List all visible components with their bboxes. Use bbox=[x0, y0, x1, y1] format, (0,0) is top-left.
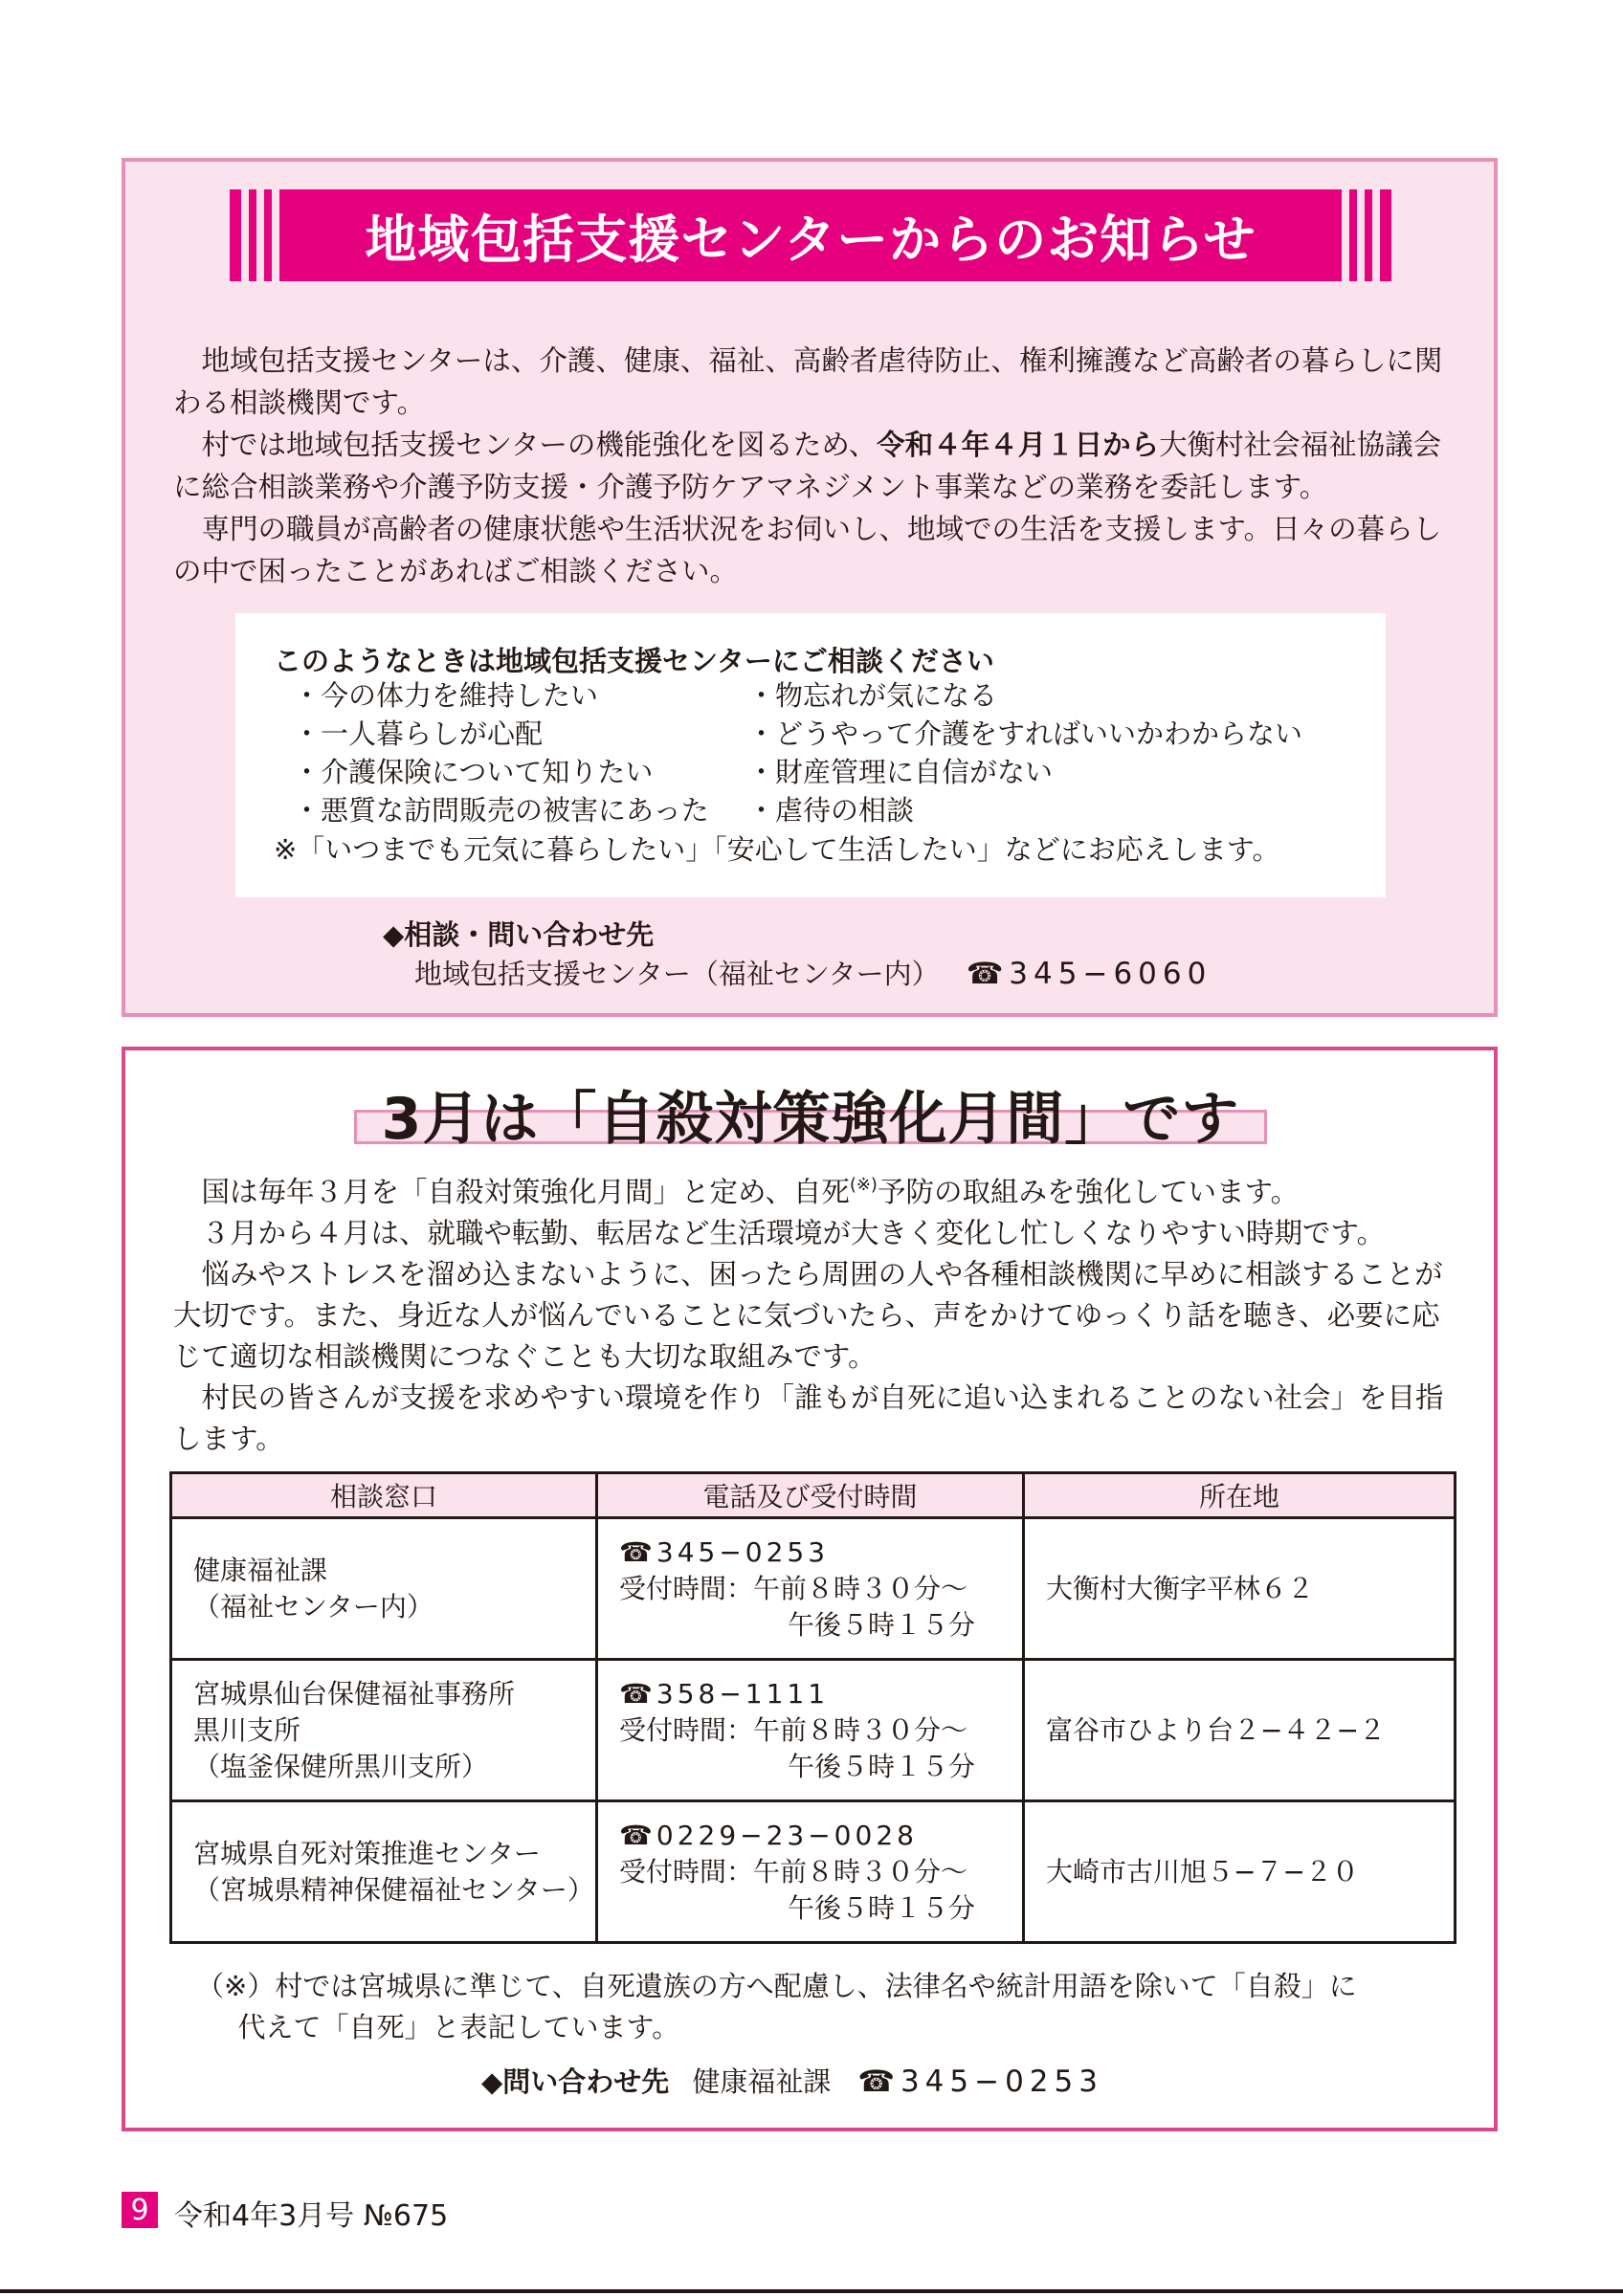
address-cell: 大衡村大衡字平林６２ bbox=[1024, 1518, 1456, 1660]
table-header: 所在地 bbox=[1024, 1473, 1456, 1518]
suicide-inquiry bbox=[481, 2061, 1103, 2100]
window-cell: 健康福祉課 （福祉センター内） bbox=[171, 1518, 597, 1660]
bottom-rule bbox=[0, 2289, 1623, 2293]
phone-number: ☎358−1111 bbox=[619, 1677, 830, 1710]
table-row bbox=[171, 1801, 1456, 1943]
title-stripe bbox=[264, 189, 272, 281]
consult-box-note: ※「いつまでも元気に暮らしたい」「安心して生活したい」などにお応えします。 bbox=[274, 833, 1280, 866]
suicide-inquiry-org: 健康福祉課 bbox=[692, 2065, 832, 2098]
suicide-paragraph: 村民の皆さんが支援を求めやすい環境を作り「誰もが自死に追い込まれることのない社会」を目指します。 bbox=[173, 1381, 1444, 1455]
address-cell: 富谷市ひより台２−４２−２ bbox=[1024, 1660, 1456, 1801]
notice-inquiry-heading: ◆相談・問い合わせ先 bbox=[383, 918, 655, 951]
suicide-paragraph: 悩みやストレスを溜め込まないように、困ったら周囲の人や各種相談機関に早めに相談することが大切です。また、身近な人が悩んでいることに気づいたら、声をかけてゆっくり話を聴き、必要に応じて適切な相談機関につなぐことも大切な取組みです。 bbox=[173, 1258, 1443, 1373]
phone-cell bbox=[597, 1801, 1024, 1943]
notice-inquiry-org: 地域包括支援センター（福祉センター内） bbox=[414, 958, 940, 990]
footnote-mark: (※) bbox=[849, 1175, 878, 1195]
consult-item: ・今の体力を維持したい bbox=[293, 679, 599, 712]
window-cell: 宮城県仙台保健福祉事務所 黒川支所 （塩釜保健所黒川支所） bbox=[171, 1660, 597, 1801]
notice-date-emphasis: 令和４年４月１日から bbox=[877, 429, 1160, 461]
suicide-inquiry-phone: ☎345−0253 bbox=[857, 2064, 1103, 2099]
suicide-paragraph: 国は毎年３月を「自殺対策強化月間」と定め、自死(※)予防の取組みを強化しています。 bbox=[201, 1175, 1300, 1208]
suicide-inquiry-label: ◆問い合わせ先 bbox=[481, 2065, 670, 2098]
footnote-line: （※）村では宮城県に準じて、自死遺族の方へ配慮し、法律名や統計用語を除いて「自殺」に bbox=[196, 1970, 1357, 2002]
consult-item: ・介護保険について知りたい bbox=[293, 756, 654, 788]
table-row bbox=[171, 1660, 1456, 1801]
hours: 受付時間：午前８時３０分〜 bbox=[619, 1572, 968, 1604]
table-row bbox=[171, 1518, 1456, 1660]
notice-intro bbox=[173, 340, 1456, 592]
hours: 午後５時１５分 bbox=[788, 1750, 976, 1782]
consult-item: ・一人暮らしが心配 bbox=[293, 718, 544, 750]
phone-cell bbox=[597, 1518, 1024, 1660]
consult-list bbox=[293, 676, 1365, 829]
title-stripe bbox=[1365, 189, 1372, 281]
notice-paragraph: 地域包括支援センターは、介護、健康、福祉、高齢者虐待防止、権利擁護など高齢者の暮らしに関わる相談機関です。 bbox=[173, 344, 1443, 419]
page-number: 9 bbox=[122, 2192, 158, 2228]
consult-item: ・どうやって介護をすればいいかわからない bbox=[747, 718, 1303, 750]
window-cell: 宮城県自死対策推進センター （宮城県精神保健福祉センター） bbox=[171, 1801, 597, 1943]
hours: 午後５時１５分 bbox=[788, 1891, 976, 1924]
title-stripe bbox=[249, 189, 256, 281]
consult-item: ・物忘れが気になる bbox=[747, 679, 998, 712]
address-cell: 大崎市古川旭５−７−２０ bbox=[1024, 1801, 1456, 1943]
hours: 受付時間：午前８時３０分〜 bbox=[619, 1713, 968, 1746]
notice-inquiry-contact bbox=[414, 953, 1212, 992]
suicide-body bbox=[173, 1164, 1456, 1460]
consult-item: ・悪質な訪問販売の被害にあった bbox=[293, 794, 709, 827]
phone-cell bbox=[597, 1660, 1024, 1801]
title-stripe bbox=[230, 189, 241, 281]
table-header: 電話及び受付時間 bbox=[597, 1473, 1024, 1518]
consult-item: ・虐待の相談 bbox=[747, 794, 915, 827]
notice-paragraph: 専門の職員が高齢者の健康状態や生活状況をお伺いし、地域での生活を支援します。日々の暮らしの中で困ったことがあればご相談ください。 bbox=[173, 513, 1442, 587]
notice-title-band bbox=[230, 189, 1391, 281]
consult-box bbox=[235, 613, 1386, 897]
notice-paragraph: 村では地域包括支援センターの機能強化を図るため、令和４年４月１日から大衡村社会福祉協議会に総合相談業務や介護予防支援・介護予防ケアマネジメント事業などの業務を委託します。 bbox=[173, 429, 1442, 503]
title-stripe bbox=[1349, 189, 1357, 281]
title-stripe bbox=[1380, 189, 1391, 281]
consult-box-heading: このようなときは地域包括支援センターにご相談ください bbox=[274, 645, 994, 677]
suicide-paragraph: ３月から４月は、就職や転勤、転居など生活環境が大きく変化し忙しくなりやすい時期です。 bbox=[201, 1217, 1386, 1249]
hours: 午後５時１５分 bbox=[788, 1608, 976, 1641]
notice-title: 地域包括支援センターからのお知らせ bbox=[279, 189, 1342, 281]
suicide-title: 3月は「自殺対策強化月間」です bbox=[381, 1086, 1240, 1153]
footnote-line: 代えて「自死」と表記しています。 bbox=[237, 2011, 680, 2043]
consultation-table bbox=[169, 1471, 1456, 1944]
phone-number: ☎345−0253 bbox=[619, 1535, 830, 1568]
hours: 受付時間：午前８時３０分〜 bbox=[619, 1855, 968, 1888]
consult-item: ・財産管理に自信がない bbox=[747, 756, 1054, 788]
phone-number: ☎0229−23−0028 bbox=[619, 1819, 918, 1851]
issue-label: 令和4年3月号 №675 bbox=[174, 2199, 449, 2233]
table-header-row bbox=[171, 1473, 1456, 1518]
footnote bbox=[196, 1966, 1459, 2048]
notice-inquiry-phone: ☎345−6060 bbox=[966, 957, 1212, 991]
table-header: 相談窓口 bbox=[171, 1473, 597, 1518]
